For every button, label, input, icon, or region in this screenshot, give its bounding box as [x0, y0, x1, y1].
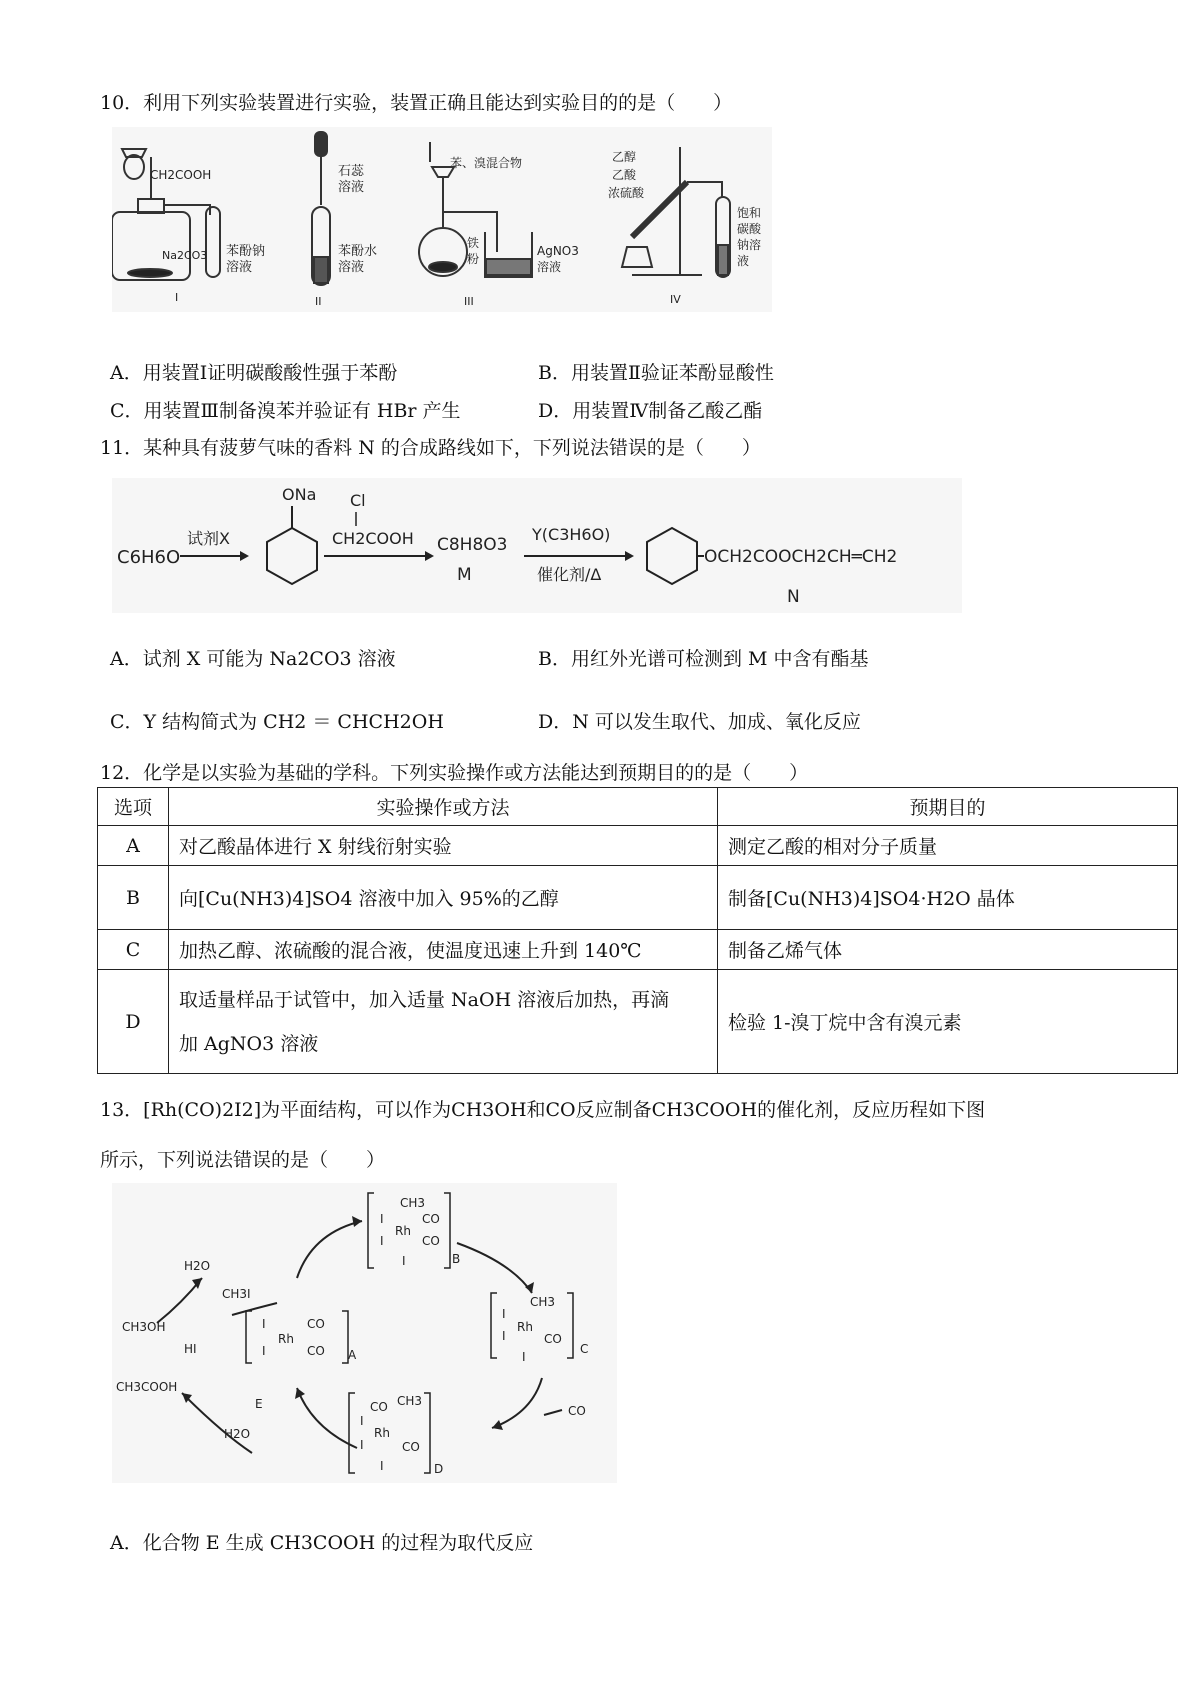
q10-option-b: B．用装置Ⅱ验证苯酚显酸性	[538, 362, 774, 384]
q10-apparatus-svg	[112, 127, 772, 312]
apparatus-iv-mix-label-2: 乙酸	[612, 168, 637, 182]
q12-table	[97, 787, 1178, 1074]
scheme-m-label: M	[457, 565, 472, 585]
table-row	[98, 866, 1178, 930]
q11-option-d: D．N 可以发生取代、加成、氧化反应	[538, 711, 861, 733]
apparatus-iv-tube-label-1: 饱和	[737, 206, 762, 220]
apparatus-iv-mix-label-1: 乙醇	[612, 150, 637, 164]
cycle-c-i3: I	[522, 1350, 526, 1364]
cycle-d-co2: CO	[402, 1440, 420, 1454]
scheme-reagent-y: Y(C3H6O)	[532, 525, 611, 544]
row-c-aim: 制备乙烯气体	[718, 930, 1178, 970]
cycle-a-rh: Rh	[278, 1332, 294, 1346]
q11-synthesis-scheme	[112, 478, 962, 613]
benzene-ring-1	[267, 528, 317, 584]
scheme-start: C6H6O	[117, 547, 181, 568]
apparatus-iii-beaker-label-2: 溶液	[537, 260, 562, 274]
q13-cycle-svg	[112, 1183, 617, 1483]
cycle-c-i2: I	[502, 1329, 506, 1343]
cycle-ch3i: CH3I	[222, 1287, 251, 1301]
scheme-reagent-x: 试剂X	[187, 529, 230, 548]
apparatus-iii-funnel-label: 苯、溴混合物	[450, 156, 523, 170]
q10-stem: 10．利用下列实验装置进行实验，装置正确且能达到实验目的的是（ ）	[100, 92, 733, 114]
scheme-reagent-2: CH2COOH	[332, 529, 414, 548]
cycle-hi: HI	[184, 1342, 197, 1356]
cycle-a-co2: CO	[307, 1344, 325, 1358]
apparatus-i-top-label: CH2COOH	[150, 168, 212, 182]
cycle-b-i1: I	[380, 1212, 384, 1226]
row-a-aim: 测定乙酸的相对分子质量	[718, 826, 1178, 866]
cycle-d-i1: I	[360, 1414, 364, 1428]
apparatus-iii-flask-label-2: 粉	[467, 252, 480, 266]
table-row	[98, 970, 1178, 1074]
cycle-co-in: CO	[568, 1404, 586, 1418]
apparatus-ii	[312, 132, 330, 285]
apparatus-iv-tube-label-3: 钠溶	[737, 238, 762, 252]
apparatus-iii-beaker-label-1: AgNO3	[537, 244, 579, 258]
cycle-e: E	[255, 1397, 263, 1411]
apparatus-ii-tube-label-2: 溶液	[338, 260, 365, 275]
cycle-c-co: CO	[544, 1332, 562, 1346]
q11-option-c: C．Y 结构简式为 CH2 ＝ CHCH2OH	[110, 711, 444, 733]
cycle-a-i1: I	[262, 1317, 266, 1331]
cycle-a-co1: CO	[307, 1317, 325, 1331]
cycle-d-i3: I	[380, 1459, 384, 1473]
apparatus-iv	[622, 147, 730, 277]
cycle-b-ch3: CH3	[400, 1196, 426, 1210]
q13-stem-line-2: 所示，下列说法错误的是（ ）	[100, 1149, 386, 1171]
row-d-operation	[169, 970, 718, 1074]
cycle-d-co1: CO	[370, 1400, 388, 1414]
table-header-row	[98, 788, 1178, 826]
arrow-1-head	[240, 551, 249, 561]
cycle-b-co2: CO	[422, 1234, 440, 1248]
cycle-b-co1: CO	[422, 1212, 440, 1226]
apparatus-iii-flask-label-1: 铁	[467, 236, 480, 250]
apparatus-ii-numeral: II	[315, 295, 322, 308]
cycle-b-rh: Rh	[395, 1224, 411, 1238]
cycle-c-label: C	[580, 1342, 589, 1356]
q11-stem: 11．某种具有菠萝气味的香料 N 的合成路线如下，下列说法错误的是（ ）	[100, 437, 761, 459]
table-row	[98, 930, 1178, 970]
q11-option-b: B．用红外光谱可检测到 M 中含有酯基	[538, 648, 869, 670]
row-d-option: D	[98, 970, 169, 1074]
row-d-operation-line-2: 加 AgNO3 溶液	[179, 1032, 319, 1055]
scheme-catalyst: 催化剂/Δ	[537, 565, 602, 584]
apparatus-iv-numeral: IV	[670, 293, 681, 306]
table-row	[98, 826, 1178, 866]
arrow-heads	[182, 1216, 534, 1430]
header-aim: 预期目的	[718, 788, 1178, 826]
apparatus-i-tube-label-1: 苯酚钠	[226, 244, 266, 259]
q10-option-a: A．用装置Ⅰ证明碳酸酸性强于苯酚	[110, 362, 398, 384]
row-b-option: B	[98, 866, 169, 930]
cycle-ch3cooh: CH3COOH	[116, 1380, 178, 1394]
q11-scheme-svg	[112, 478, 962, 613]
cycle-d-ch3: CH3	[397, 1394, 423, 1408]
scheme-product-chain: OCH2COOCH2CH═CH2	[704, 547, 898, 567]
apparatus-ii-dropper-label-1: 石蕊	[338, 164, 365, 179]
row-d-operation-line-1: 取适量样品于试管中，加入适量 NaOH 溶液后加热，再滴	[179, 988, 670, 1011]
scheme-cl: Cl	[350, 491, 366, 510]
scheme-n-label: N	[787, 587, 800, 607]
q10-option-d: D．用装置Ⅳ制备乙酸乙酯	[538, 400, 763, 422]
row-a-operation: 对乙酸晶体进行 X 射线衍射实验	[169, 826, 718, 866]
cycle-c-i1: I	[502, 1307, 506, 1321]
apparatus-i-solid-label: Na2CO3	[162, 249, 208, 262]
header-operation: 实验操作或方法	[169, 788, 718, 826]
cycle-ch3oh: CH3OH	[122, 1320, 166, 1334]
cycle-d-i2: I	[360, 1438, 364, 1452]
q11-option-a: A．试剂 X 可能为 Na2CO3 溶液	[110, 648, 396, 670]
row-b-aim: 制备[Cu(NH3)4]SO4·H2O 晶体	[718, 866, 1178, 930]
q10-option-c: C．用装置Ⅲ制备溴苯并验证有 HBr 产生	[110, 400, 461, 422]
q13-catalytic-cycle	[112, 1183, 617, 1483]
apparatus-iv-mix-label-3: 浓硫酸	[608, 186, 645, 200]
apparatus-i-numeral: I	[175, 291, 179, 304]
row-c-operation: 加热乙醇、浓硫酸的混合液，使温度迅速上升到 140℃	[169, 930, 718, 970]
apparatus-ii-dropper-label-2: 溶液	[338, 180, 365, 195]
cycle-h2o-top: H2O	[184, 1259, 211, 1273]
scheme-m-formula: C8H8O3	[437, 535, 508, 555]
apparatus-iv-tube-label-4: 液	[737, 254, 750, 268]
scheme-ona: ONa	[282, 485, 317, 504]
arrow-3-head	[625, 551, 634, 561]
cycle-b-i2: I	[380, 1234, 384, 1248]
cycle-b-i3: I	[402, 1254, 406, 1268]
row-d-aim: 检验 1-溴丁烷中含有溴元素	[718, 970, 1178, 1074]
header-option: 选项	[98, 788, 169, 826]
apparatus-i-tube-label-2: 溶液	[226, 260, 253, 275]
row-c-option: C	[98, 930, 169, 970]
cycle-c-ch3: CH3	[530, 1295, 556, 1309]
q10-apparatus-figure	[112, 127, 772, 312]
apparatus-iii-numeral: III	[464, 295, 474, 308]
cycle-d-label: D	[434, 1462, 444, 1476]
row-b-operation: 向[Cu(NH3)4]SO4 溶液中加入 95%的乙醇	[169, 866, 718, 930]
cycle-h2o-bottom: H2O	[224, 1427, 251, 1441]
q13-option-a: A．化合物 E 生成 CH3COOH 的过程为取代反应	[110, 1532, 534, 1554]
cycle-a-label: A	[348, 1348, 357, 1362]
benzene-ring-2	[647, 528, 697, 584]
apparatus-ii-tube-label-1: 苯酚水	[338, 244, 378, 259]
cycle-b-label: B	[452, 1252, 461, 1266]
arrow-2-head	[425, 551, 434, 561]
apparatus-iv-tube-label-2: 碳酸	[737, 222, 762, 236]
row-a-option: A	[98, 826, 169, 866]
cycle-d-rh: Rh	[374, 1426, 390, 1440]
q12-stem: 12．化学是以实验为基础的学科。下列实验操作或方法能达到预期目的的是（ ）	[100, 762, 809, 784]
q13-stem-line-1: 13．[Rh(CO)2I2]为平面结构，可以作为CH3OH和CO反应制备CH3COOH的催化剂，反应历程如下图	[100, 1099, 986, 1121]
cycle-c-rh: Rh	[517, 1320, 533, 1334]
cycle-a-i2: I	[262, 1344, 266, 1358]
